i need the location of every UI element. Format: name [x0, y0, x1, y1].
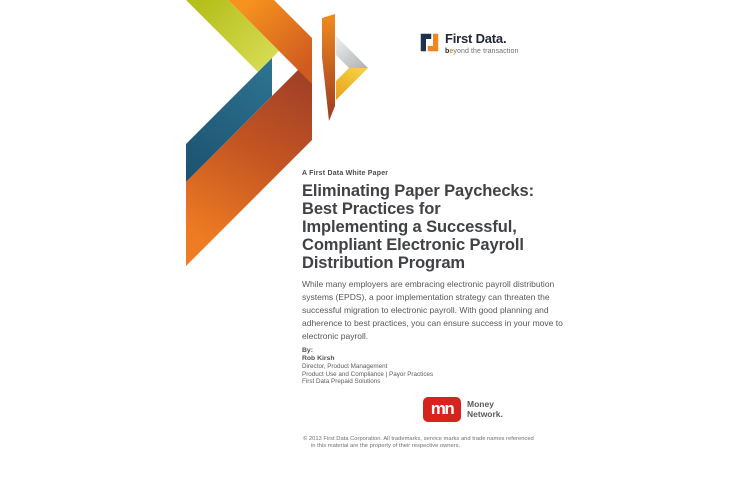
copyright-notice — [303, 436, 534, 450]
tagline-lead: b — [445, 48, 450, 55]
intro-paragraph: While many employers are embracing electronic payroll distribution systems (EPDS), a poor implementation strategy can threaten the successful migration to electronic payroll. With good planning and adherence to best practices, you can ensure success in your move to electronic payroll. — [302, 279, 563, 341]
author-role: First Data Prepaid Solutions — [302, 378, 381, 386]
first-data-logo-text — [445, 32, 518, 55]
kicker-label: A First Data White Paper — [302, 170, 389, 177]
first-data-wordmark: First Data. — [445, 31, 507, 46]
byline-label: By: — [302, 347, 313, 354]
title-line: Implementing a Successful, — [302, 218, 517, 236]
tagline-accent: e — [449, 48, 454, 55]
first-data-tagline — [445, 48, 518, 55]
title-line: Best Practices for — [302, 200, 441, 218]
money-network-name-line: Money — [467, 399, 494, 409]
orange-accent-strip — [322, 14, 335, 121]
title-line: Distribution Program — [302, 254, 466, 272]
page-title — [302, 182, 534, 272]
copyright-line: in this material are the property of their respective owners. — [311, 442, 461, 449]
money-network-logo-icon: mn — [423, 397, 461, 422]
title-line: Eliminating Paper Paychecks: — [302, 182, 534, 200]
money-network-logo — [423, 397, 503, 422]
title-line: Compliant Electronic Payroll — [302, 236, 524, 254]
gold-mini-chevron — [336, 68, 368, 100]
author-role: Director, Product Management — [302, 363, 388, 370]
money-network-name-line: Network. — [467, 408, 503, 419]
first-data-logo — [419, 32, 518, 55]
copyright-line: © 2013 First Data Corporation. All trademarks, service marks and trade names referenced — [303, 436, 534, 442]
byline-block — [302, 347, 433, 386]
silver-mini-chevron — [336, 36, 368, 68]
author-role: Product Use and Compliance | Payor Practices — [302, 370, 434, 378]
author-name: Rob Kirsh — [302, 355, 335, 362]
tagline-rest: yond the transaction — [453, 48, 519, 55]
money-network-wordmark — [467, 400, 503, 419]
first-data-logo-icon — [419, 32, 440, 53]
